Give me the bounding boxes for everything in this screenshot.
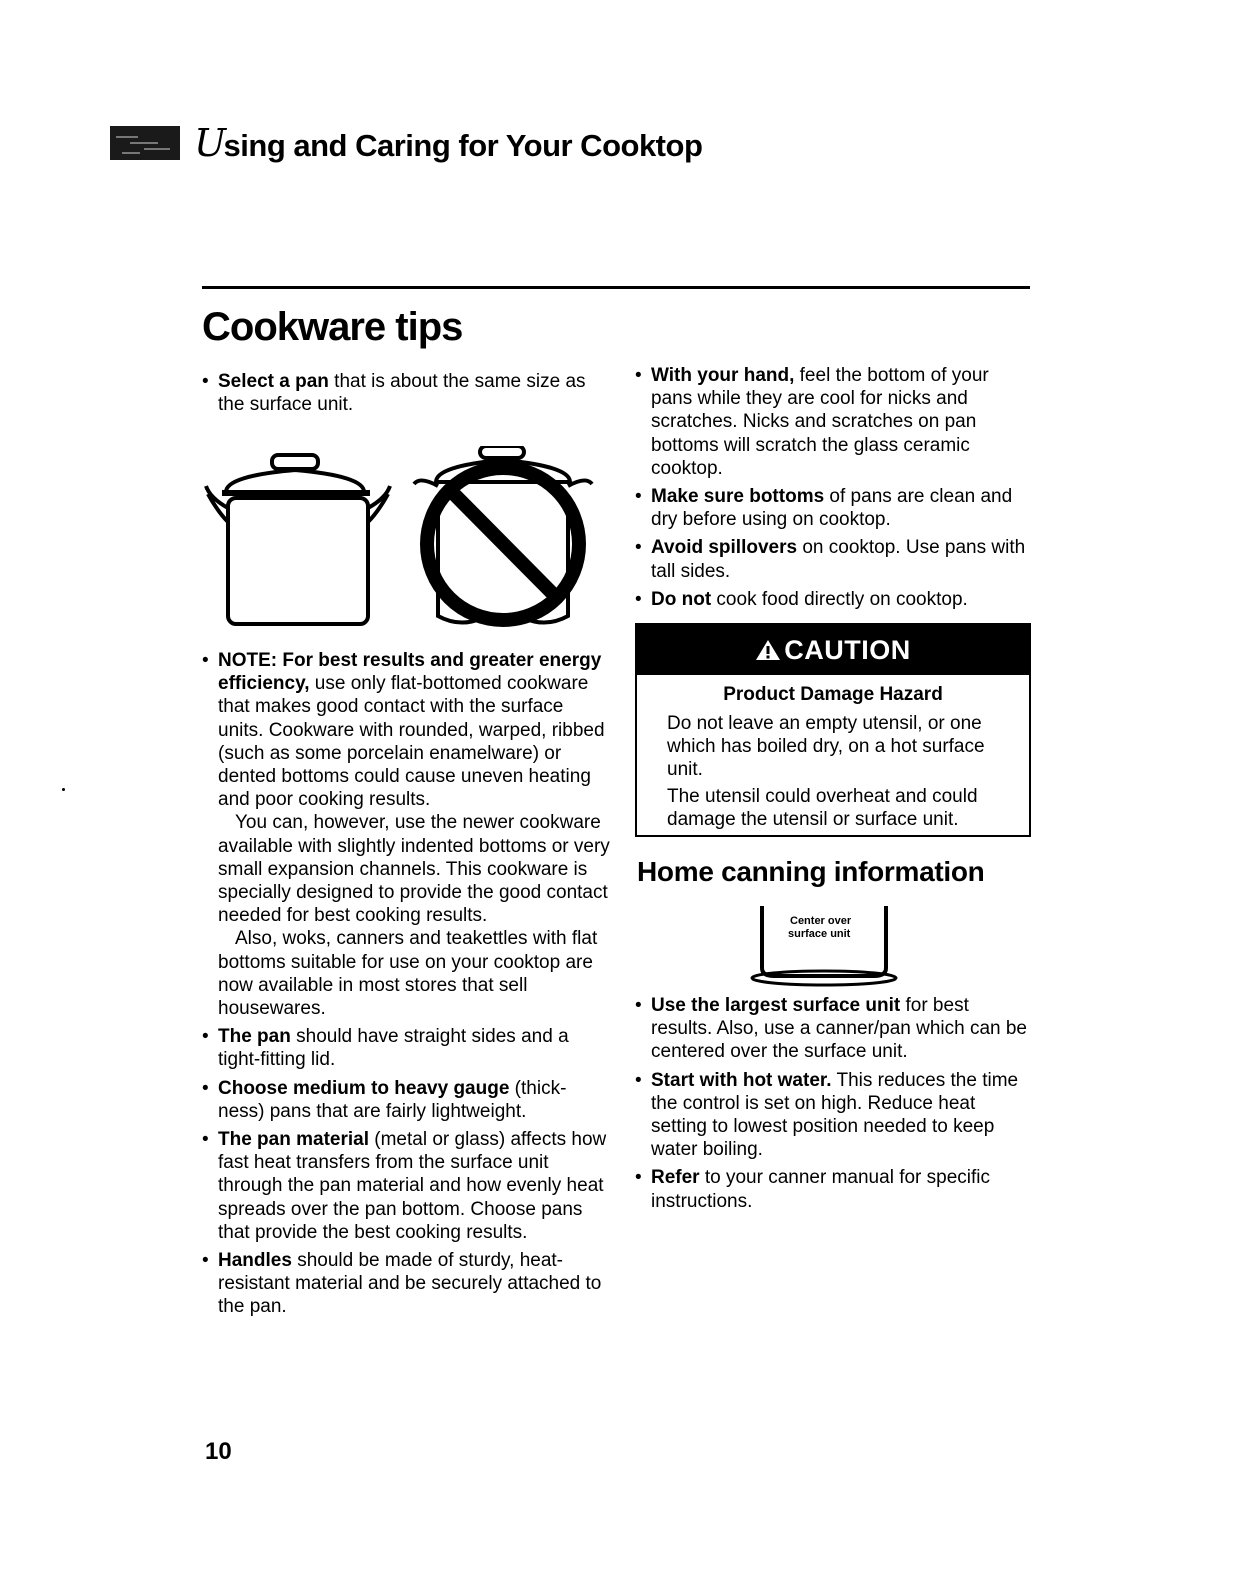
canner-label-line2: surface unit: [788, 928, 851, 940]
page-number: 10: [205, 1438, 232, 1465]
margin-mark: [62, 788, 65, 791]
caution-box: [635, 623, 1031, 837]
caution-header: [637, 625, 1029, 675]
canner-diagram: [750, 900, 900, 995]
caution-text: Do not leave an empty utensil, or one which has boiled dry, on a hot surface unit.: [667, 713, 985, 781]
caution-label: CAUTION: [784, 634, 911, 665]
left-column-intro: [202, 370, 612, 416]
section-title: Cookware tips: [202, 305, 463, 349]
left-column-main: [202, 649, 612, 1319]
list-item: • Choose medium to heavy gauge (thick-ness) pans that are fairly lightweight.: [202, 1077, 612, 1123]
right-column-tips: [635, 364, 1035, 611]
section-divider: [202, 286, 1030, 289]
list-item: • Refer to your canner manual for specific instructions.: [635, 1166, 1035, 1212]
list-item: • NOTE: For best results and greater energy efficiency, use only flat-bottomed cookware that makes good contact with the surface units. Cookware with rounded, warped, ribbed (such as some porcelain enamelware) or dented bottoms could cause uneven heating and poor cooking results.: [202, 649, 612, 811]
list-item: • With your hand, feel the bottom of your pans while they are cool for nicks and scratches. Nicks and scratches on pan bottoms will scratch the glass ceramic cooktop.: [635, 364, 1035, 480]
caution-text: The utensil could overheat and could damage the utensil or surface unit.: [667, 785, 978, 830]
header-logo-icon: [110, 126, 180, 160]
list-item: • Select a pan that is about the same size as the surface unit.: [202, 370, 612, 416]
list-item: • Start with hot water. This reduces the time the control is set on high. Reduce heat setting to lowest position needed to keep water boiling.: [635, 1069, 1035, 1162]
warning-triangle-icon: [755, 638, 781, 662]
list-item: • The pan material (metal or glass) affects how fast heat transfers from the surface unit through the pan material and how evenly heat spreads over the pan bottom. Choose pans that provide the best cooking results.: [202, 1128, 612, 1244]
canner-label-line1: Center over: [790, 915, 852, 927]
header-title-rest: sing and Caring for Your Cooktop: [223, 128, 703, 163]
list-item: • The pan should have straight sides and a tight-fitting lid.: [202, 1025, 612, 1071]
paragraph: You can, however, use the newer cookware available with slightly indented bottoms or very small expansion channels. This cookware is specially designed to provide the good contact needed for best cooking results.: [218, 812, 610, 927]
list-item: • Make sure bottoms of pans are clean and dry before using on cooktop.: [635, 485, 1035, 531]
page-header: [110, 118, 702, 168]
flat-pot-icon: [206, 455, 390, 624]
list-item: • Use the largest surface unit for best results. Also, use a canner/pan which can be centered over the surface unit.: [635, 994, 1035, 1064]
header-title-initial: U: [194, 121, 226, 165]
paragraph: Also, woks, canners and teakettles with flat bottoms suitable for use on your cooktop are now available in most stores that sell housewares.: [218, 928, 598, 1020]
list-item: • Do not cook food directly on cooktop.: [635, 588, 1035, 611]
canning-title: Home canning information: [637, 856, 985, 887]
list-item: • Avoid spillovers on cooktop. Use pans with tall sides.: [635, 536, 1035, 582]
no-rounded-pot-icon: [414, 446, 592, 624]
list-item: • Handles should be made of sturdy, heat-resistant material and be securely attached to the pan.: [202, 1249, 612, 1319]
cookware-illustration: [200, 446, 610, 636]
header-title: [194, 121, 702, 165]
caution-subtitle: Product Damage Hazard: [723, 684, 943, 705]
canning-list: [635, 994, 1035, 1213]
